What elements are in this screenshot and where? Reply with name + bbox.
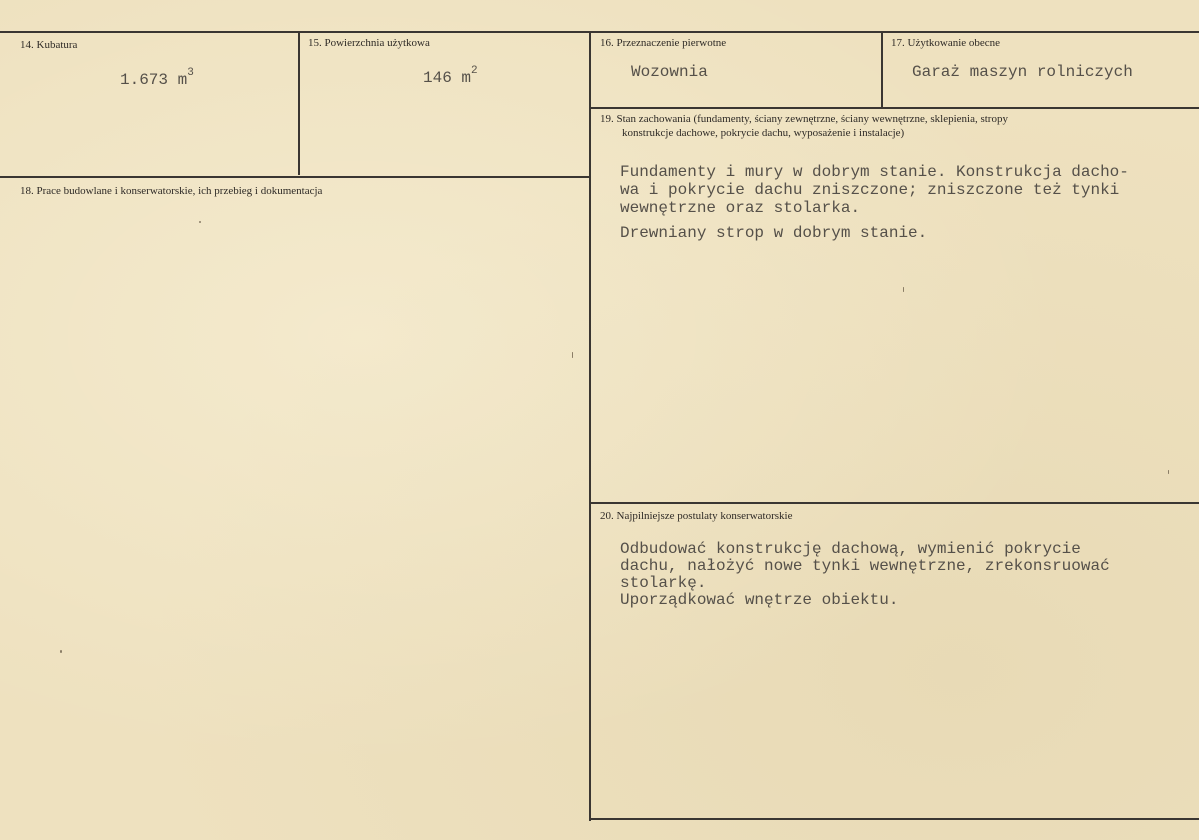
- field-17-label: 17. Użytkowanie obecne: [891, 37, 1001, 49]
- field-15-number: 146 m: [423, 69, 472, 87]
- row-divider-14-18: [0, 176, 590, 178]
- field-19-text-line: wewnętrzne oraz stolarka.: [620, 199, 861, 217]
- divider-14-15: [298, 31, 300, 175]
- top-border: [0, 31, 1199, 33]
- field-15-label: 15. Powierzchnia użytkowa: [308, 37, 430, 49]
- field-15-value: [423, 65, 478, 89]
- row-divider-16-19: [590, 107, 1199, 109]
- paper-speck: [1168, 470, 1169, 474]
- paper-speck: [60, 650, 62, 653]
- field-16-value: Wozownia: [631, 63, 708, 81]
- field-20-text-line: stolarkę.: [620, 574, 707, 592]
- field-19-text-line: Fundamenty i mury w dobrym stanie. Konstrukcja dacho-: [620, 163, 1129, 181]
- center-divider: [589, 31, 591, 821]
- field-14-value: [120, 67, 194, 91]
- row-divider-19-20: [590, 502, 1199, 504]
- field-19-text-line: wa i pokrycie dachu zniszczone; zniszczone też tynki: [620, 181, 1120, 199]
- field-14-superscript: 3: [187, 67, 194, 79]
- field-16-label: 16. Przeznaczenie pierwotne: [600, 37, 727, 49]
- field-19-text-line: Drewniany strop w dobrym stanie.: [620, 224, 928, 242]
- field-19-label-line-2: konstrukcje dachowe, pokrycie dachu, wyposażenie i instalacje): [622, 127, 905, 139]
- field-20-text-line: Odbudować konstrukcję dachową, wymienić pokrycie: [620, 540, 1081, 558]
- field-20-label: 20. Najpilniejsze postulaty konserwatorskie: [600, 510, 793, 522]
- field-17-value: Garaż maszyn rolniczych: [912, 63, 1133, 81]
- field-15-superscript: 2: [471, 65, 478, 77]
- paper-speck: [572, 352, 573, 358]
- field-20-text-line: Uporządkować wnętrze obiektu.: [620, 591, 899, 609]
- paper-speck: [199, 221, 201, 223]
- divider-16-17: [881, 31, 883, 107]
- field-19-label-line-1: 19. Stan zachowania (fundamenty, ściany zewnętrzne, ściany wewnętrzne, sklepienia, stropy: [600, 113, 1008, 125]
- paper-speck: [903, 287, 904, 292]
- field-14-label: 14. Kubatura: [20, 39, 78, 51]
- field-18-label: 18. Prace budowlane i konserwatorskie, ich przebieg i dokumentacja: [20, 185, 323, 197]
- field-20-text-line: dachu, nałożyć nowe tynki wewnętrzne, zrekonsruować: [620, 557, 1110, 575]
- bottom-border: [590, 818, 1199, 820]
- field-14-number: 1.673 m: [120, 71, 188, 89]
